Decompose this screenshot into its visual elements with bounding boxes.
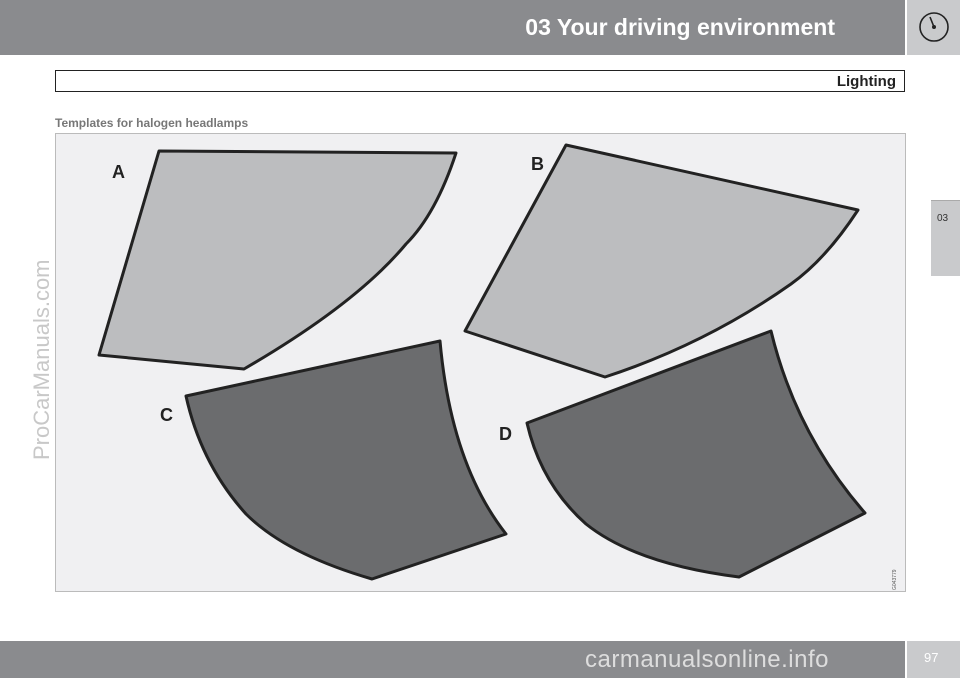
chapter-tab[interactable] xyxy=(931,200,960,276)
watermark-left: ProCarManuals.com xyxy=(29,259,54,460)
section-header xyxy=(55,70,905,92)
template-b-shape xyxy=(465,145,858,377)
template-b-label: B xyxy=(531,154,544,174)
figure-caption: Templates for halogen headlamps xyxy=(55,116,249,130)
headlamp-templates-figure xyxy=(55,133,906,592)
template-a-label: A xyxy=(112,162,125,182)
header-bar xyxy=(0,0,905,55)
chapter-title: 03 Your driving environment xyxy=(525,14,835,40)
chapter-tab-label: 03 xyxy=(937,213,949,224)
template-a-shape xyxy=(99,151,456,369)
headlamp-templates-drawing xyxy=(56,134,907,593)
speedometer-icon xyxy=(917,9,951,45)
page-number: 97 xyxy=(924,650,939,665)
section-title: Lighting xyxy=(836,73,896,90)
template-d-label: D xyxy=(499,424,512,444)
watermark-bottom: carmanualsonline.info xyxy=(585,646,829,673)
template-c-shape xyxy=(186,341,506,579)
header-icon-box xyxy=(907,0,960,55)
figure-code: G043779 xyxy=(892,569,898,590)
template-c-label: C xyxy=(160,405,173,425)
